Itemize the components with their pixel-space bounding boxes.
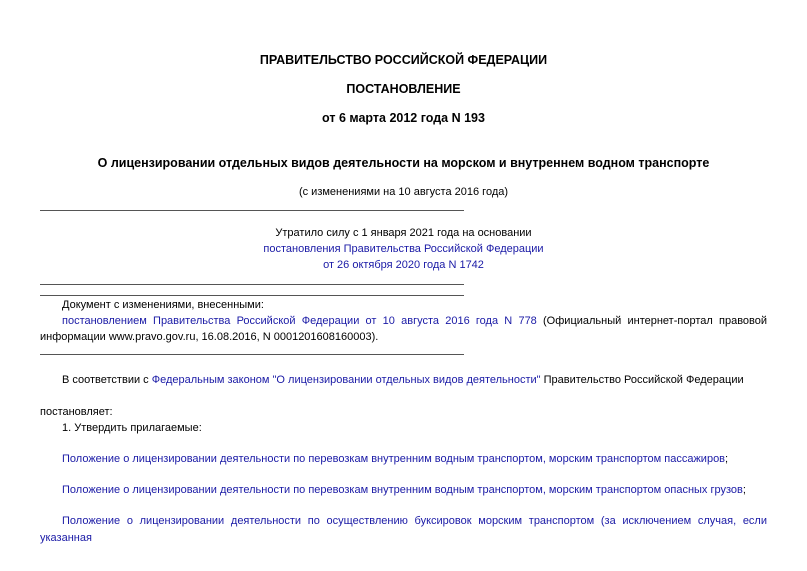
divider <box>40 284 464 285</box>
provision-link-passengers[interactable]: Положение о лицензировании деятельности по перевозкам внутренним водным транспортом, морским транспортом пассажиров <box>62 453 726 465</box>
expired-decree-date-link[interactable]: от 26 октября 2020 года N 1742 <box>323 259 484 271</box>
preamble <box>40 372 767 389</box>
expired-notice: Утратило силу с 1 января 2021 года на основании <box>275 227 532 239</box>
document-type-heading: ПОСТАНОВЛЕНИЕ <box>346 82 461 96</box>
changes-source-continued: информации www.pravo.gov.ru, 16.08.2016, N 0001201608160003). <box>40 331 379 343</box>
amendments-note: (с изменениями на 10 августа 2016 года) <box>298 186 509 198</box>
divider <box>40 295 464 296</box>
provision-item <box>40 451 767 468</box>
government-heading: ПРАВИТЕЛЬСТВО РОССИЙСКОЙ ФЕДЕРАЦИИ <box>259 53 548 67</box>
federal-law-link[interactable]: Федеральным законом "О лицензировании отдельных видов деятельности" <box>151 374 541 386</box>
provision-link-dangerous-goods[interactable]: Положение о лицензировании деятельности по перевозкам внутренним водным транспортом, морским транспортом опасных грузов <box>62 484 743 496</box>
preamble-text-end: Правительство Российской Федерации <box>540 374 744 386</box>
changes-line <box>40 313 767 330</box>
item-1: 1. Утвердить прилагаемые: <box>62 422 202 434</box>
expired-decree-link[interactable]: постановления Правительства Российской Федерации <box>263 243 544 255</box>
provision-suffix: ; <box>742 484 746 496</box>
document-date-number: от 6 марта 2012 года N 193 <box>322 111 485 125</box>
amending-decree-link[interactable]: постановлением Правительства Российской Федерации от 10 августа 2016 года N 778 <box>62 315 537 327</box>
changes-intro: Документ с изменениями, внесенными: <box>62 299 264 311</box>
provision-suffix: ; <box>725 453 729 465</box>
document-title: О лицензировании отдельных видов деятельности на морском и внутреннем водном транспорте <box>97 156 710 170</box>
preamble-text-start: В соответствии с <box>62 374 152 386</box>
provision-item <box>40 513 767 547</box>
divider <box>40 210 464 211</box>
provision-item <box>40 482 767 499</box>
divider <box>40 354 464 355</box>
changes-source-text: (Официальный интернет-портал правовой <box>536 315 768 327</box>
decides-text: постановляет: <box>40 406 113 418</box>
provision-link-towing[interactable]: Положение о лицензировании деятельности по осуществлению буксировок морским транспортом (за исключением случая, если указанная <box>40 515 767 544</box>
